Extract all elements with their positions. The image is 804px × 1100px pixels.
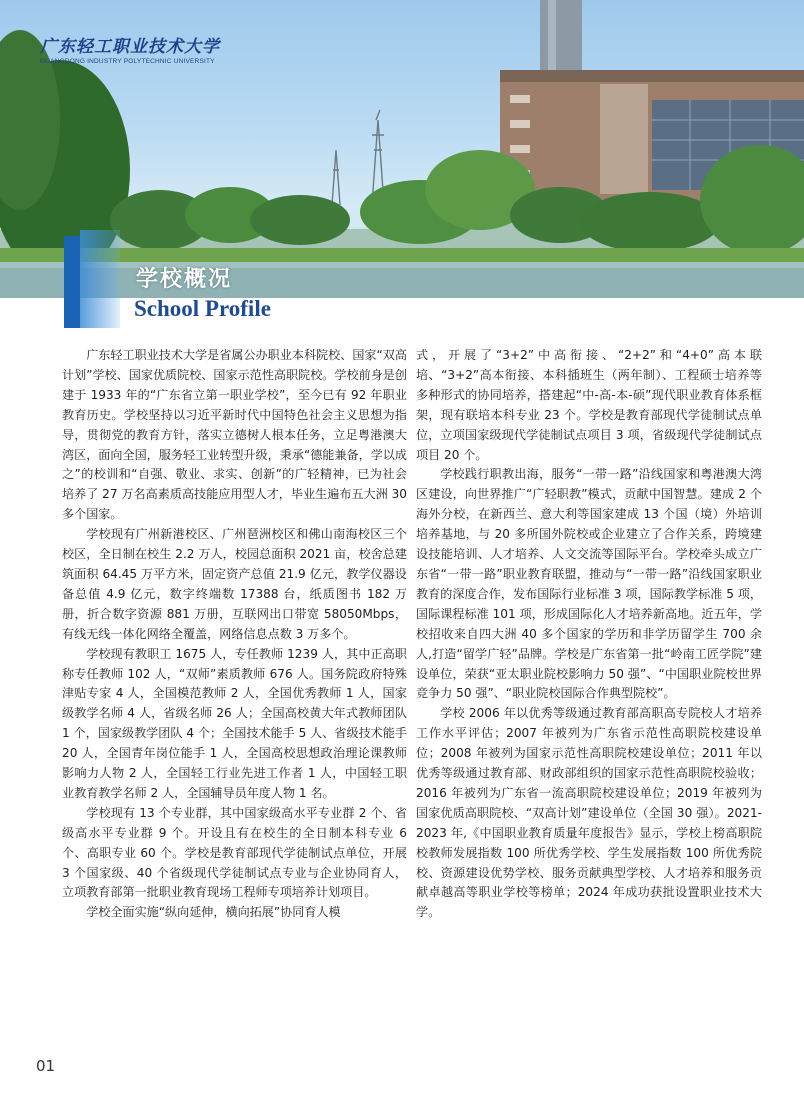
right-column: [416, 346, 762, 923]
paragraph-international: 学校践行职教出海，服务“一带一路”沿线国家和粤港澳大湾区建设，向世界推广“广轻职教”模式，贡献中国智慧。建成 2 个海外分校，在新西兰、意大利等国家建成 13 个国（境）外培训培养基地，与 20 多所国外院校或企业建立了合作关系，跨境建设技能培训、人才培养、人文交流等国际平台。学校牵头成立广东省“一带一路”职业教育联盟，推动与“一带一路”沿线国家职业教育的深度合作，发布国际行业标准 3 项，国际教学标准 5 项，国际课程标准 101 项，形成国际化人才培养新高地。近五年，学校招收来自四大洲 40 多个国家的学历和非学历留学生 700 余人,打造“留学广轻”品牌。学校是广东省第一批“岭南工匠学院”建设单位，荣获“亚太职业院校影响力 50 强”、“中国职业院校世界竞争力 50 强”、“职业院校国际合作典型院校”。: [416, 467, 762, 701]
section-title-cn: 学校概况: [136, 266, 233, 292]
university-logo: [40, 32, 220, 65]
paragraph-majors: 学校现有 13 个专业群，其中国家级高水平专业群 2 个、省级高水平专业群 9 个。开设且有在校生的全日制本科专业 6 个、高职专业 60 个。学校是教育部现代学徒制试点单位，开展 3 个国家级、40 个省级现代学徒制试点专业与企业协同育人，立项教育部第一批职业教育现场工程师专项培养计划项目。: [62, 805, 407, 900]
paragraph-intro: 广东轻工职业技术大学是省属公办职业本科院校、国家“双高计划”学校、国家优质院校、国家示范性高职院校。学校前身是创建于 1933 年的“广东省立第一职业学校”，至今已有 92 年职业教育历史。学校坚持以习近平新时代中国特色社会主义思想为指导，贯彻党的教育方针，落实立德树人根本任务，立足粤港澳大湾区，面向全国，服务轻工业转型升级，秉承“德能兼备，学以成之”的校训和“自强、敬业、求实、创新”的广轻精神，已为社会培养了 27 万名高素质高技能应用型人才，毕业生遍布五大洲 30 多个国家。: [62, 348, 407, 522]
logo-chinese: 广东轻工职业技术大学: [40, 37, 220, 57]
paragraph-campus: 学校现有广州新港校区、广州琶洲校区和佛山南海校区三个校区，全日制在校生 2.2 万人，校园总面积 2021 亩，校舍总建筑面积 64.45 万平方米，固定资产总值 21.9 亿元，教学仪器设备总值 4.9 亿元，数字终端数 17388 台，纸质图书 182 万册，折合数字资源 881 万册，互联网出口带宽 58050Mbps，有线无线一体化网络全覆盖，网络信息点数 3 万多个。: [62, 527, 407, 641]
paragraph-honors: 学校 2006 年以优秀等级通过教育部高职高专院校人才培养工作水平评估；2007 年被列为广东省示范性高职院校建设单位；2008 年被列为国家示范性高职院校建设单位；2011 年以优秀等级通过教育部、财政部组织的国家示范性高职院校验收；2016 年被列为广东省一流高职院校建设单位；2019 年被列为国家优质高职院校、“双高计划”建设单位（全国 30 强）。2021-2023 年,《中国职业教育质量年度报告》显示，学校上榜高职院校教师发展指数 100 所优秀学校、学生发展指数 100 所优秀院校、资源建设优势学校、服务贡献典型学校、人才培养和服务贡献卓越高等职业学校等榜单；2024 年成功获批设置职业技术大学。: [416, 706, 762, 920]
campus-photo: [0, 0, 804, 298]
paragraph-faculty: 学校现有教职工 1675 人，专任教师 1239 人，其中正高职称专任教师 102 人，“双师”素质教师 676 人。国务院政府特殊津贴专家 4 人，全国模范教师 2 人，全国优秀教师 1 人，国家级教学名师 4 人，省级名师 26 人；全国高校黄大年式教师团队 1 个，国家级教学团队 4 个；全国技术能手 5 人、省级技术能手 20 人，全国青年岗位能手 1 人，全国高校思想政治理论课教师影响力人物 2 人，全国轻工行业先进工作者 1 人，中国轻工职业教育教学名师 2 人，全国辅导员年度人物 1 名。: [62, 646, 407, 800]
paragraph-cooperation-cont: 式，开展了“3+2”中高衔接、“2+2”和“4+0”高本联培、“3+2”高本衔接、本科插班生（两年制）、工程硕士培养等多种形式的协同培养，搭建起“中-高-本-硕”现代职业教育体系框架，现有联培本科专业 23 个。学校是教育部现代学徒制试点单位，立项国家级现代学徒制试点项目 3 项，省级现代学徒制试点项目 20 个。: [416, 348, 762, 462]
page-number: 01: [36, 1057, 56, 1075]
section-title-en: School Profile: [134, 296, 271, 321]
logo-english: GUANGDONG INDUSTRY POLYTECHNIC UNIVERSITY: [40, 58, 215, 65]
title-decoration-gradient: [80, 230, 120, 328]
paragraph-cooperation-start: 学校全面实施“纵向延伸，横向拓展”协同育人模: [86, 905, 341, 920]
title-decoration-bar: [64, 236, 80, 328]
left-column: [62, 346, 407, 923]
